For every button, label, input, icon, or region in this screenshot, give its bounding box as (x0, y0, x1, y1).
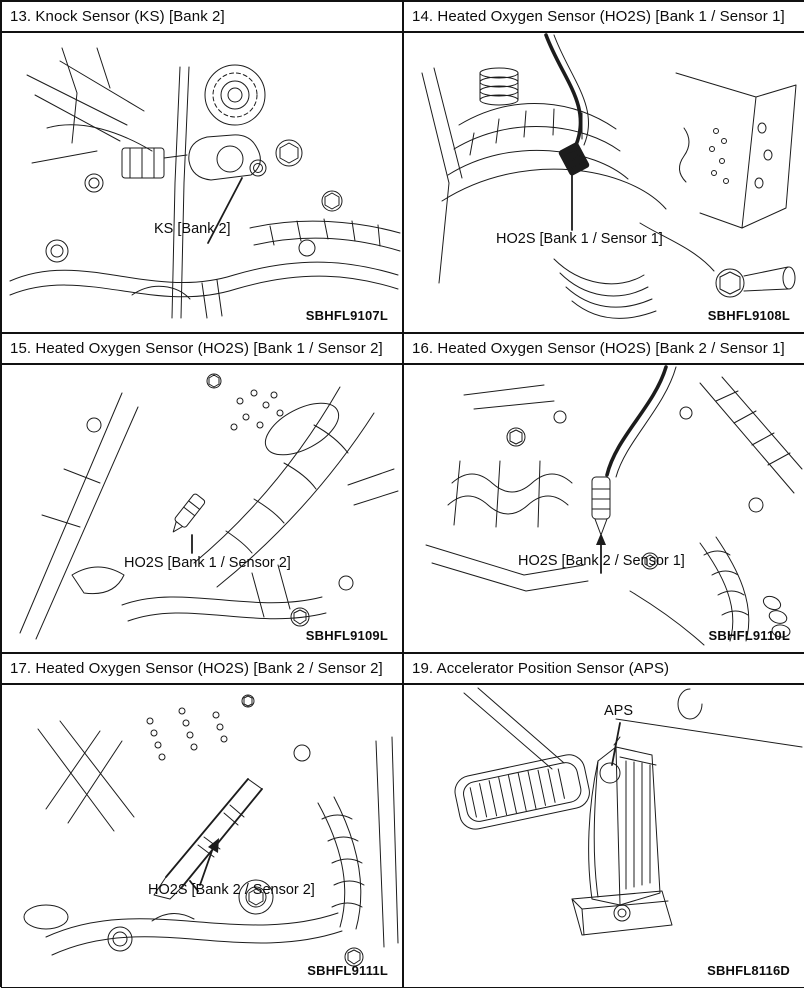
illustration-area (2, 365, 402, 652)
engine-bay-illustration (404, 365, 804, 652)
illustration-area (404, 685, 804, 987)
panel-title: 15. Heated Oxygen Sensor (HO2S) [Bank 1 / Sensor 2] (2, 334, 402, 365)
panel-ho2s-bank1-sensor1 (403, 1, 804, 333)
figure-code: SBHFL9108L (707, 308, 790, 323)
exhaust-illustration (2, 685, 402, 987)
callout-label: HO2S [Bank 2 / Sensor 1] (518, 553, 685, 569)
figure-code: SBHFL9110L (708, 628, 790, 643)
panel-title: 19. Accelerator Position Sensor (APS) (404, 654, 804, 685)
illustration-area (404, 365, 804, 652)
panel-ho2s-bank2-sensor1 (403, 333, 804, 653)
panel-knock-sensor-bank2 (1, 1, 403, 333)
panel-ho2s-bank1-sensor2 (1, 333, 403, 653)
panel-accelerator-position-sensor (403, 653, 804, 988)
panel-title: 16. Heated Oxygen Sensor (HO2S) [Bank 2 / Sensor 1] (404, 334, 804, 365)
panel-ho2s-bank2-sensor2 (1, 653, 403, 988)
callout-label: KS [Bank 2] (154, 221, 231, 237)
illustration-area (2, 685, 402, 987)
callout-label: APS (604, 703, 634, 719)
callout-label: HO2S [Bank 1 / Sensor 1] (496, 231, 663, 247)
pedal-illustration (404, 685, 804, 987)
figure-code: SBHFL8116D (707, 963, 790, 978)
panel-title: 13. Knock Sensor (KS) [Bank 2] (2, 2, 402, 33)
engine-bay-illustration (404, 33, 804, 332)
callout-label: HO2S [Bank 2 / Sensor 2] (148, 882, 315, 898)
illustration-area (2, 33, 402, 332)
panel-title: 17. Heated Oxygen Sensor (HO2S) [Bank 2 / Sensor 2] (2, 654, 402, 685)
illustration-area (404, 33, 804, 332)
figure-code: SBHFL9109L (305, 628, 388, 643)
figure-code: SBHFL9107L (305, 308, 388, 323)
figure-code: SBHFL9111L (307, 963, 388, 978)
exhaust-illustration (2, 365, 402, 652)
callout-label: HO2S [Bank 1 / Sensor 2] (124, 555, 291, 571)
engine-bay-illustration (2, 33, 402, 332)
panel-title: 14. Heated Oxygen Sensor (HO2S) [Bank 1 / Sensor 1] (404, 2, 804, 33)
